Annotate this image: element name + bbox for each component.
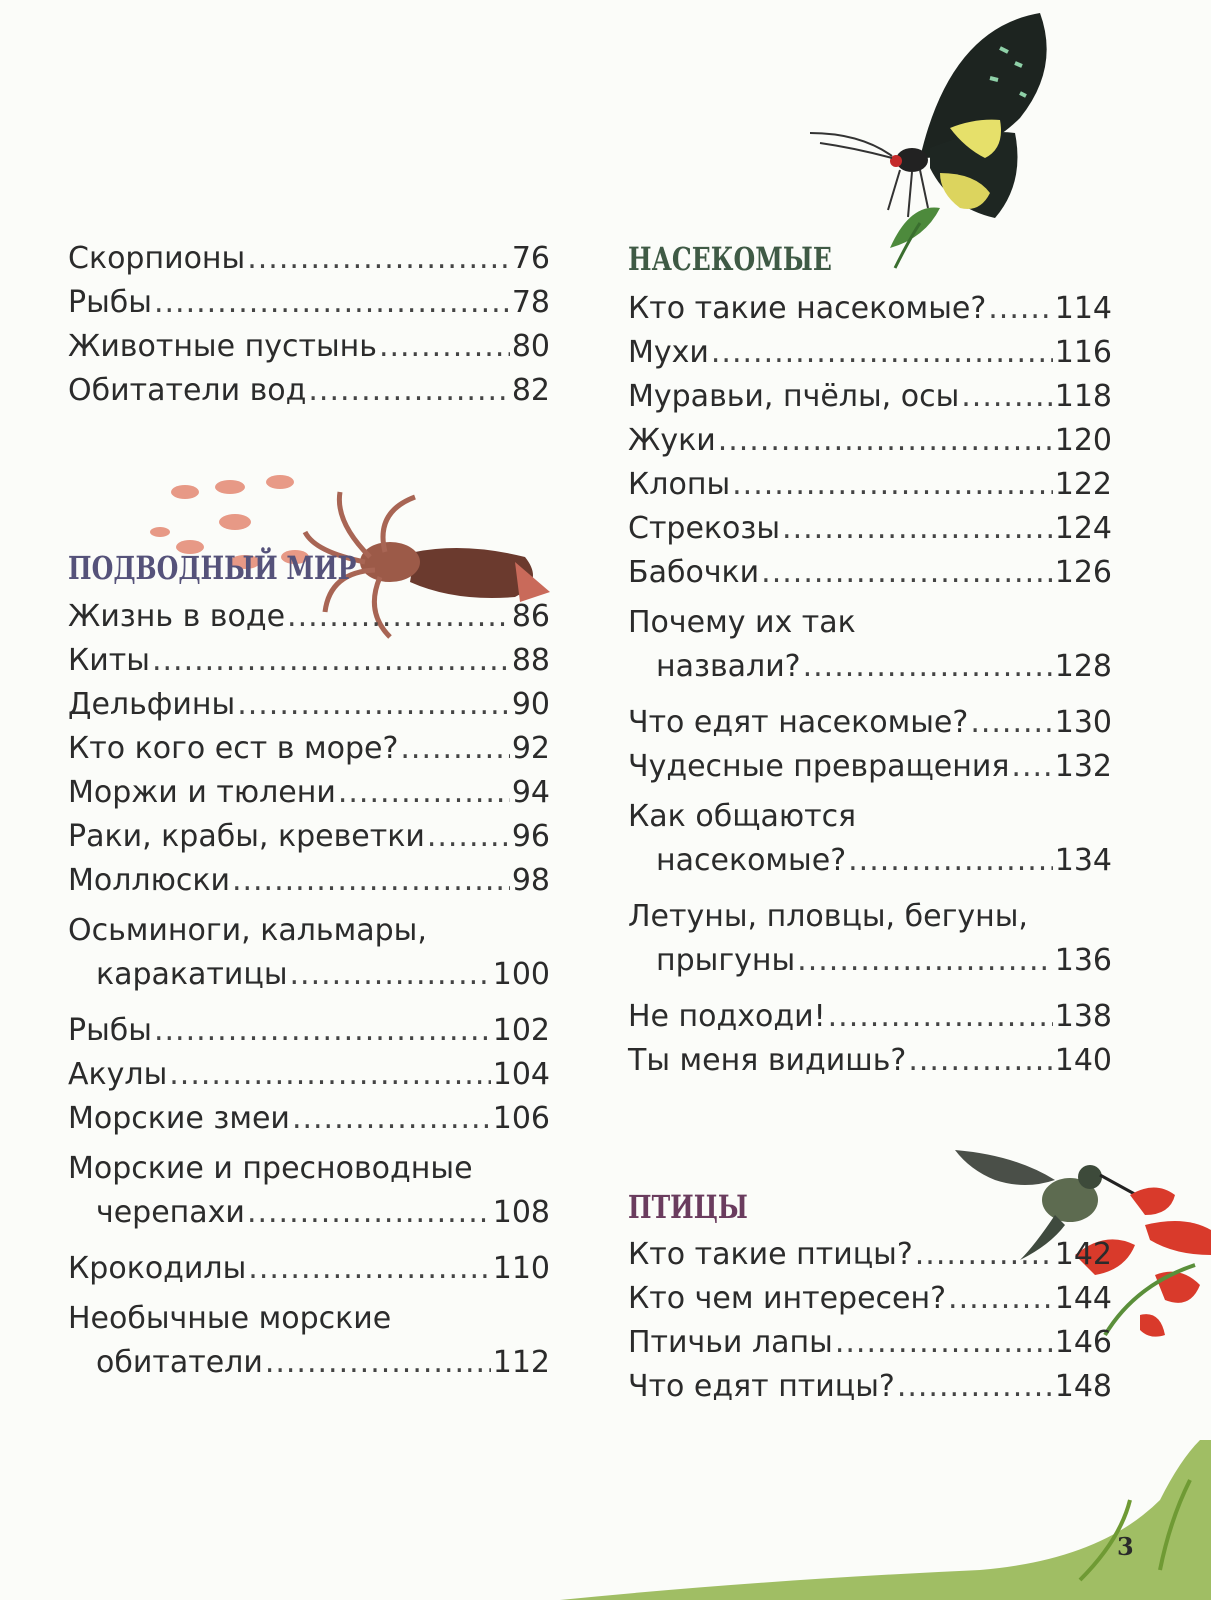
page-number-link[interactable]: 104: [492, 1057, 550, 1092]
dot-leader: [237, 683, 510, 727]
toc-group-insects-2: [628, 701, 1112, 789]
toc-entry-communicate[interactable]: Как общаются насекомые? ..... 134: [628, 795, 1112, 883]
toc-entry-title: Муравьи, пчёлы, осы: [628, 379, 960, 414]
dot-leader: [970, 701, 1052, 745]
toc-entry[interactable]: [68, 771, 550, 815]
dot-leader: [292, 1097, 491, 1141]
toc-entry-crocodiles[interactable]: Крокодилы ..... 110: [68, 1247, 550, 1291]
toc-entry[interactable]: [628, 995, 1112, 1039]
toc-entry[interactable]: [68, 639, 550, 683]
dot-leader: [308, 369, 509, 413]
toc-entry-title: Мухи: [628, 335, 709, 370]
toc-entry-title: Рыбы: [68, 285, 152, 320]
dot-leader: [287, 595, 510, 639]
toc-group-insects-1: [628, 287, 1112, 595]
toc-entry-title: Чудесные превращения: [628, 749, 1010, 784]
toc-entry-title: Стрекозы: [628, 511, 781, 546]
toc-entry-title: Моллюски: [68, 863, 230, 898]
page-number-link[interactable]: 134: [1054, 843, 1112, 878]
left-column: [68, 237, 550, 1385]
toc-entry-title: Жизнь в воде: [68, 599, 286, 634]
dot-leader: [915, 1233, 1053, 1277]
spacer: [68, 413, 550, 546]
toc-entry-title: Птичьи лапы: [628, 1325, 833, 1360]
toc-entry[interactable]: [68, 1097, 550, 1141]
toc-entry-octopus[interactable]: Осьминоги, кальмары, каракатицы ..... 100: [68, 909, 550, 997]
toc-entry-title: Раки, крабы, креветки: [68, 819, 425, 854]
dot-leader: [718, 419, 1053, 463]
toc-entry-title: Рыбы: [68, 1013, 152, 1048]
toc-entry-names[interactable]: Почему их так назвали? ..... 128: [628, 601, 1112, 689]
toc-entry[interactable]: [68, 815, 550, 859]
toc-entry-turtles[interactable]: Морские и пресноводные черепахи ..... 108: [68, 1147, 550, 1235]
toc-entry-title: Киты: [68, 643, 150, 678]
dot-leader: [897, 1365, 1053, 1409]
toc-entry[interactable]: [628, 1321, 1112, 1365]
page-number-link[interactable]: 88: [511, 643, 550, 678]
page-number-link[interactable]: 116: [1054, 335, 1112, 370]
toc-entry[interactable]: [628, 1039, 1112, 1083]
toc-entry-title: Жуки: [628, 423, 716, 458]
page-number-link[interactable]: 108: [492, 1195, 550, 1230]
toc-entry-title: Моржи и тюлени: [68, 775, 336, 810]
dot-leader: [152, 639, 510, 683]
dot-leader: [154, 1009, 491, 1053]
page-number-link[interactable]: 114: [1054, 291, 1112, 326]
page-number-link[interactable]: 128: [1054, 649, 1112, 684]
page-number-link[interactable]: 110: [492, 1251, 550, 1286]
toc-entry[interactable]: [628, 507, 1112, 551]
toc-entry[interactable]: [628, 551, 1112, 595]
toc-entry-title: Дельфины: [68, 687, 236, 722]
toc-entry[interactable]: [628, 1365, 1112, 1409]
right-column: [628, 237, 1112, 1409]
page-number-link[interactable]: 126: [1054, 555, 1112, 590]
page-number-link[interactable]: 132: [1054, 749, 1112, 784]
page-number-link[interactable]: 140: [1054, 1043, 1112, 1078]
toc-entry-title: Обитатели вод: [68, 373, 307, 408]
toc-entry-title: Кто такие насекомые?: [628, 291, 987, 326]
page-number-link[interactable]: 148: [1054, 1369, 1112, 1404]
page-number-link[interactable]: 98: [511, 863, 550, 898]
toc-entry[interactable]: [68, 1009, 550, 1053]
page-number-link[interactable]: 122: [1054, 467, 1112, 502]
toc-entry-unusual[interactable]: Необычные морские обитатели ..... 112: [68, 1297, 550, 1385]
page-number-link[interactable]: 124: [1054, 511, 1112, 546]
toc-entry-title: Животные пустынь: [68, 329, 377, 364]
section-heading-underwater: ПОДВОДНЫЙ МИР: [68, 549, 357, 587]
dot-leader: [732, 463, 1053, 507]
page-number: 3: [1117, 1532, 1134, 1561]
dot-leader: [761, 551, 1053, 595]
toc-entry[interactable]: [68, 281, 550, 325]
dot-leader: [988, 287, 1052, 331]
dot-leader: [782, 507, 1053, 551]
page-number-link[interactable]: 130: [1054, 705, 1112, 740]
toc-group-underwater-1: [68, 595, 550, 903]
page-number-link[interactable]: 100: [492, 957, 550, 992]
dot-leader: [400, 727, 509, 771]
page-number-link[interactable]: 78: [511, 285, 550, 320]
dot-leader: [711, 331, 1053, 375]
page-number-link[interactable]: 80: [511, 329, 550, 364]
spacer: [628, 1083, 1112, 1185]
toc-entry[interactable]: [628, 745, 1112, 789]
toc-entry-title: Ты меня видишь?: [628, 1043, 907, 1078]
dot-leader: [961, 375, 1052, 419]
page-number-link[interactable]: 144: [1054, 1281, 1112, 1316]
toc-entry-title: Бабочки: [628, 555, 760, 590]
toc-entry[interactable]: [68, 1053, 550, 1097]
toc-entry-title: Кто чем интересен?: [628, 1281, 947, 1316]
dot-leader: [948, 1277, 1053, 1321]
page-number-link[interactable]: 94: [511, 775, 550, 810]
toc-entry-title: Морские змеи: [68, 1101, 290, 1136]
page-number-link[interactable]: 106: [492, 1101, 550, 1136]
toc-entry[interactable]: [68, 727, 550, 771]
page-number-link[interactable]: 92: [511, 731, 550, 766]
toc-entry[interactable]: [628, 375, 1112, 419]
toc-entry-title: Не подходи!: [628, 999, 826, 1034]
dot-leader: [232, 859, 510, 903]
toc-entry-title: Акулы: [68, 1057, 168, 1092]
dot-leader: [908, 1039, 1052, 1083]
page-number-link[interactable]: 118: [1054, 379, 1112, 414]
toc-entry-title: Скорпионы: [68, 241, 246, 276]
dot-leader: [427, 815, 510, 859]
toc-entry-title: Что едят птицы?: [628, 1369, 895, 1404]
page-number-link[interactable]: 112: [492, 1345, 550, 1380]
page-number-link[interactable]: 96: [511, 819, 550, 854]
dot-leader: [828, 995, 1053, 1039]
grass-illustration: [560, 1440, 1211, 1600]
toc-entry-title: Кто такие птицы?: [628, 1237, 913, 1272]
toc-entry-movers[interactable]: Летуны, пловцы, бегуны, прыгуны ..... 136: [628, 895, 1112, 983]
dot-leader: [338, 771, 510, 815]
dot-leader: [154, 281, 510, 325]
page-number-link[interactable]: 146: [1054, 1325, 1112, 1360]
dot-leader: [169, 1053, 490, 1097]
toc-entry[interactable]: [628, 1277, 1112, 1321]
toc-group-birds: [628, 1233, 1112, 1409]
section-heading-birds: ПТИЦЫ: [628, 1188, 748, 1226]
dot-leader: [379, 325, 510, 369]
toc-entry[interactable]: [68, 237, 550, 281]
toc-group-insects-3: [628, 995, 1112, 1083]
dot-leader: [1011, 745, 1052, 789]
page-number-link[interactable]: 136: [1054, 943, 1112, 978]
toc-entry[interactable]: [628, 701, 1112, 745]
toc-entry[interactable]: [628, 419, 1112, 463]
page-number-link[interactable]: 138: [1054, 999, 1112, 1034]
page-number-link[interactable]: 142: [1054, 1237, 1112, 1272]
toc-entry[interactable]: [628, 463, 1112, 507]
toc-entry-title: Что едят насекомые?: [628, 705, 969, 740]
toc-entry-title: Клопы: [628, 467, 731, 502]
toc-entry[interactable]: [628, 1233, 1112, 1277]
page-number-link[interactable]: 82: [511, 373, 550, 408]
toc-entry-title: Кто кого ест в море?: [68, 731, 399, 766]
toc-entry[interactable]: [68, 325, 550, 369]
toc-entry[interactable]: [68, 859, 550, 903]
toc-entry[interactable]: [68, 595, 550, 639]
page-number-link[interactable]: 102: [492, 1013, 550, 1048]
dot-leader: [247, 237, 510, 281]
page-number-link[interactable]: 120: [1054, 423, 1112, 458]
toc-group-terrestrial: [68, 237, 550, 413]
page-number-link[interactable]: 76: [511, 241, 550, 276]
toc-entry[interactable]: [628, 287, 1112, 331]
toc-entry[interactable]: [628, 331, 1112, 375]
section-heading-insects: НАСЕКОМЫЕ: [628, 240, 832, 278]
page-number-link[interactable]: 86: [511, 599, 550, 634]
page-number-link[interactable]: 90: [511, 687, 550, 722]
toc-entry[interactable]: [68, 683, 550, 727]
toc-group-underwater-2: [68, 1009, 550, 1141]
dot-leader: [835, 1321, 1053, 1365]
toc-entry[interactable]: [68, 369, 550, 413]
